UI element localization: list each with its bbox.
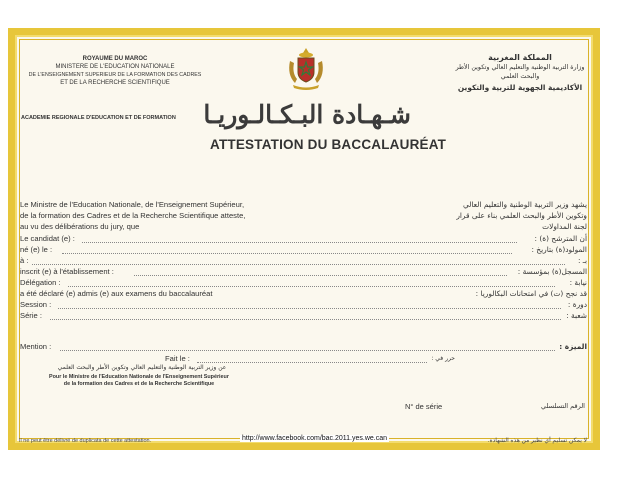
signature-fr <box>19 374 259 388</box>
field-row-birthplace <box>20 255 587 266</box>
header-fr-line3: DE L'ENSEIGNEMENT SUPERIEUR DE LA FORMATION DES CADRES <box>28 72 202 78</box>
field-row-establishment <box>20 266 587 277</box>
field-row-admitted <box>20 288 587 299</box>
intro-ar <box>395 199 587 232</box>
field-label-ar: دورة : <box>567 300 587 309</box>
header-fr-line4: ET DE LA RECHERCHE SCIENTIFIQUE <box>60 80 170 86</box>
signature-fr-line2: de la formation des Cadres et de la Recherche Scientifique <box>63 381 215 387</box>
form-fields <box>20 233 587 328</box>
signature-fr-line1: Pour le Ministre de l'Education Nationale de l'Enseignement Supérieur <box>49 374 229 380</box>
serial-number-ar: الرقم التسلسلي <box>541 402 585 410</box>
fait-le-label: Fait le : <box>165 354 190 363</box>
intro-ar-line1: يشهد وزير التربية الوطنية والتعليم العالي <box>462 200 587 209</box>
header-ar-line4: الأكاديمية الجهوية للتربية والتكوين <box>457 83 583 92</box>
mention-label-fr: Mention : <box>20 342 52 351</box>
title-arabic: شـهـادة البـكـالـوريـا <box>203 100 411 129</box>
header-fr <box>15 55 215 87</box>
field-label-fr: Série : <box>20 311 42 320</box>
mention-label-ar: الميزة : <box>559 342 587 351</box>
field-row-candidate <box>20 233 587 244</box>
field-row-birthdate <box>20 244 587 255</box>
field-label-ar: شعبة : <box>566 311 587 320</box>
header-fr-academy: ACADEMIE REGIONALE D'EDUCATION ET DE FORMATION <box>21 115 176 121</box>
field-label-fr: Délégation : <box>20 278 61 287</box>
field-label-fr: à : <box>20 256 29 265</box>
field-row-series <box>20 310 587 321</box>
field-row-session <box>20 299 587 310</box>
field-label-ar: نيابة : <box>569 278 587 287</box>
field-label-fr: Session : <box>20 300 52 309</box>
intro-fr <box>20 199 245 232</box>
serial-number-fr: N° de série <box>405 402 443 411</box>
coat-of-arms-emblem <box>285 45 327 91</box>
header-ar-line3: والبحث العلمي <box>500 73 540 80</box>
header-ar <box>445 53 595 95</box>
field-label-ar: المولود(ة) بتاريخ : <box>531 245 587 254</box>
field-label-fr: a été déclaré (e) admis (e) aux examens du baccalauréat <box>20 289 213 298</box>
title-french: ATTESTATION DU BACCALAURÉAT <box>210 137 447 152</box>
field-label-ar: بـ : <box>577 256 587 265</box>
intro-fr-line2: de la formation des Cadres et de la Recherche Scientifique atteste, <box>20 211 246 220</box>
intro-ar-line2: وتكوين الأطر والبحث العلمي بناء على قرار <box>456 211 587 220</box>
signature-ar: عن وزير التربية الوطنية والتعليم العالي وتكوين الأطر والبحث العلمي <box>57 364 227 371</box>
certificate <box>8 28 600 450</box>
intro-fr-line1: Le Ministre de l'Education Nationale, de l'Enseignement Supérieur, <box>20 200 245 209</box>
field-label-fr: Le candidat (e) : <box>20 234 75 243</box>
field-row-delegation <box>20 277 587 288</box>
header-fr-line1: ROYAUME DU MAROC <box>82 56 148 62</box>
intro-fr-line3: au vu des délibérations du jury, que <box>20 222 140 231</box>
field-label-fr: inscrit (e) à l'établissement : <box>20 267 114 276</box>
field-row-mention <box>20 341 587 353</box>
field-label-fr: né (e) le : <box>20 245 53 254</box>
footer-note-fr: Il ne peut être délivré de duplicata de cette attestation. <box>19 438 152 444</box>
header-ar-line2: وزارة التربية الوطنية والتعليم العالي وتكوين الأطر <box>455 64 585 71</box>
watermark-url: http://www.facebook.com/bac.2011.yes.we.can <box>242 435 388 442</box>
field-row-fait-le <box>165 353 455 364</box>
field-label-ar: قد نجح (ت) في امتحانات البكالوريا : <box>475 289 587 298</box>
header-fr-line2: MINISTERE DE L'EDUCATION NATIONALE <box>55 64 175 70</box>
fait-le-label-ar: حرر في : <box>431 355 455 362</box>
field-label-ar: أن المترشح (ة) : <box>534 234 587 243</box>
field-label-ar: المسجل(ة) بمؤسسة : <box>517 267 587 276</box>
intro-ar-line3: لجنة المداولات <box>542 222 587 231</box>
header-ar-line1: المملكة المغربية <box>488 53 552 62</box>
footer-note-ar: لا يمكن تسليم أي نظير من هذه الشهادة. <box>487 438 587 444</box>
